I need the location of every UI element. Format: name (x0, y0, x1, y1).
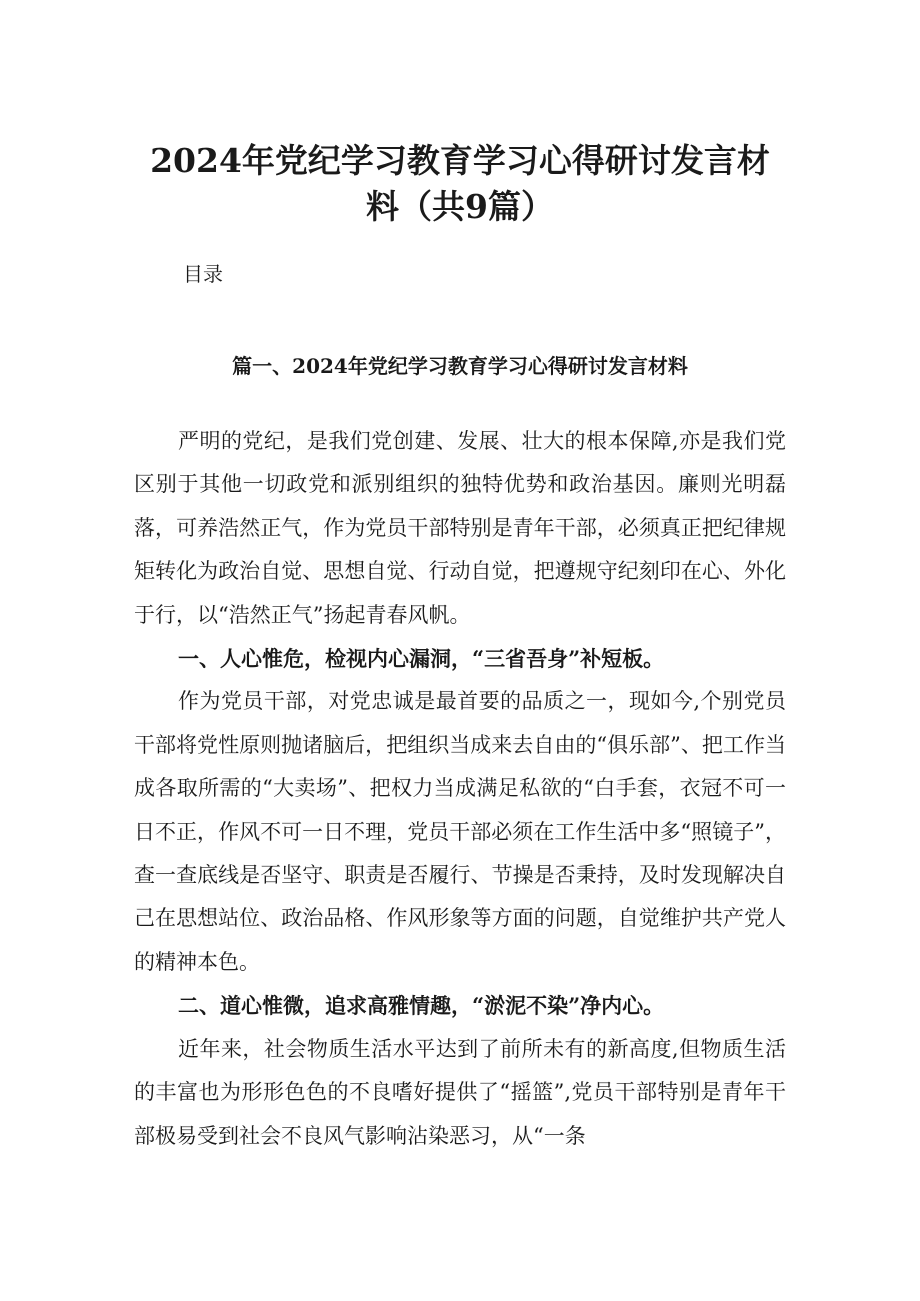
subheading-1: 一、人心惟危，检视内心漏洞，“三省吾身”补短板。 (178, 646, 665, 672)
body-text (134, 420, 786, 1158)
paragraph-intro: 严明的党纪，是我们党创建、发展、壮大的根本保障,亦是我们党区别于其他一切政党和派别组织的独特优势和政治基因。廉则光明磊落，可养浩然正气，作为党员干部特别是青年干部，必须真正把纪律规矩转化为政治自觉、思想自觉、行动自觉，把遵规守纪刻印在心、外化于行，以“浩然正气”扬起青春风帆。 (134, 429, 786, 627)
paragraph-2: 近年来，社会物质生活水平达到了前所未有的新高度,但物质生活的丰富也为形形色色的不良嗜好提供了“摇篮”,党员干部特别是青年干部极易受到社会不良风气影响沾染恶习，从“一条 (134, 1036, 786, 1148)
document-title-line-2: 料（共9篇） (366, 187, 554, 226)
document-title (140, 138, 780, 230)
document-title-line-1: 2024年党纪学习教育学习心得研讨发言材 (150, 141, 770, 180)
toc-label: 目录 (183, 262, 223, 286)
subheading-2: 二、道心惟微，追求高雅情趣，“淤泥不染”净内心。 (178, 993, 665, 1019)
paragraph-1: 作为党员干部，对党忠诚是最首要的品质之一，现如今,个别党员干部将党性原则抛诸脑后，把组织当成来去自由的“俱乐部”、把工作当成各取所需的“大卖场”、把权力当成满足私欲的“白手套，衣冠不可一日不正，作风不可一日不理，党员干部必须在工作生活中多“照镜子”，查一查底线是否坚守、职责是否履行、节操是否秉持，及时发现解决自己在思想站位、政治品格、作风形象等方面的问题，自觉维护共产党人的精神本色。 (134, 689, 786, 974)
section-title: 篇一、2024年党纪学习教育学习心得研讨发言材料 (232, 354, 688, 378)
